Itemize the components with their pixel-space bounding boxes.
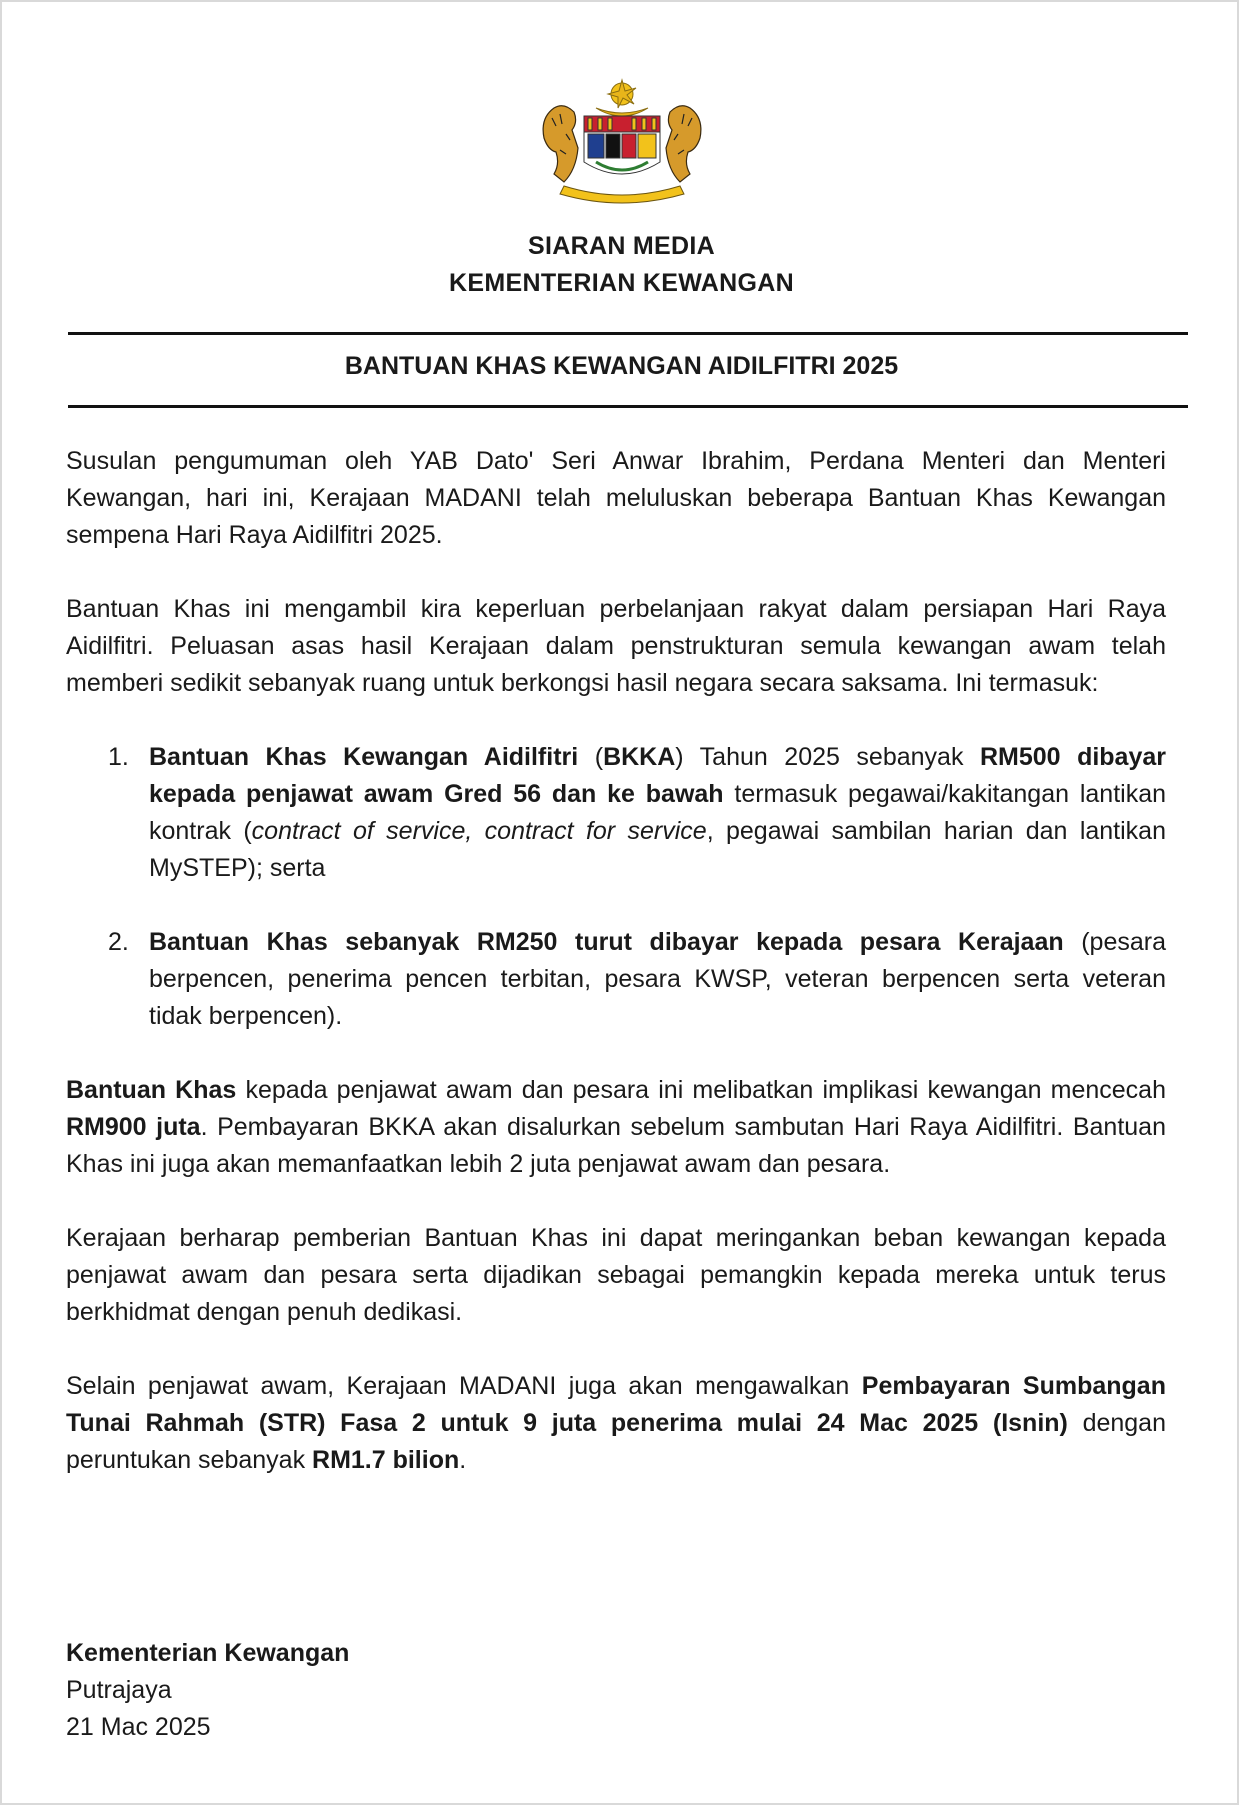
signature-block xyxy=(66,1635,349,1746)
bold-text: RM900 juta xyxy=(66,1113,201,1141)
bold-text: Pembayaran Sumbangan Tunai Rahmah (STR) Fasa 2 untuk 9 juta penerima mulai 24 Mac 2025 (Isnin) xyxy=(66,1372,1166,1437)
signature-date: 21 Mac 2025 xyxy=(66,1713,211,1741)
coat-of-arms-icon xyxy=(534,78,710,206)
top-divider xyxy=(68,332,1188,335)
list-number: 2. xyxy=(108,928,129,956)
right-tiger xyxy=(666,106,701,182)
text: dengan peruntukan sebanyak xyxy=(66,1409,1166,1474)
text: termasuk pegawai/kakitangan lantikan kontrak ( xyxy=(149,780,1166,845)
paragraph-intro: Susulan pengumuman oleh YAB Dato' Seri Anwar Ibrahim, Perdana Menteri dan Menteri Kewangan, hari ini, Kerajaan MADANI telah meluluskan beberapa Bantuan Khas Kewangan sempena Hari Raya Aidilfitri 2025. xyxy=(66,447,1166,549)
paragraph-hope: Kerajaan berharap pemberian Bantuan Khas ini dapat meringankan beban kewangan kepada penjawat awam dan pesara serta dijadikan sebagai pemangkin kepada mereka untuk terus berkhidmat dengan penuh dedikasi. xyxy=(66,1224,1166,1326)
bold-text: Bantuan Khas xyxy=(66,1076,237,1104)
header-siaran-media: SIARAN MEDIA xyxy=(528,232,715,260)
text: Selain penjawat awam, Kerajaan MADANI juga akan mengawalkan xyxy=(66,1372,862,1400)
text: (pesara berpencen, penerima pencen terbitan, pesara KWSP, veteran berpencen serta veteran tidak berpencen). xyxy=(149,928,1166,1030)
paragraph-str xyxy=(66,1368,1166,1479)
text: ) Tahun 2025 sebanyak xyxy=(675,743,980,771)
paragraph-implication xyxy=(66,1072,1166,1183)
crest-star xyxy=(608,80,636,108)
bold-text: RM1.7 bilion xyxy=(312,1446,460,1474)
crest-scroll xyxy=(560,186,684,203)
text: , pegawai sambilan harian dan lantikan MySTEP); serta xyxy=(149,817,1166,882)
header-ministry: KEMENTERIAN KEWANGAN xyxy=(449,269,794,297)
list-item xyxy=(66,739,1166,887)
text: ( xyxy=(578,743,604,771)
bold-text: RM500 dibayar kepada penjawat awam Gred 56 dan ke bawah xyxy=(149,743,1167,808)
text: kepada penjawat awam dan pesara ini melibatkan implikasi kewangan mencecah xyxy=(236,1076,1166,1104)
paragraph-context: Bantuan Khas ini mengambil kira keperluan perbelanjaan rakyat dalam persiapan Hari Raya Aidilfitri. Peluasan asas hasil Kerajaan dalam penstrukturan semula kewangan awam telah memberi sedikit sebanyak ruang untuk berkongsi hasil negara secara saksama. Ini termasuk: xyxy=(66,595,1166,697)
text: . xyxy=(459,1446,467,1474)
bottom-divider xyxy=(68,405,1188,408)
bold-text: BKKA xyxy=(603,743,676,771)
signature-place: Putrajaya xyxy=(66,1676,172,1704)
text: . Pembayaran BKKA akan disalurkan sebelum sambutan Hari Raya Aidilfitri. Bantuan Khas ini juga akan memanfaatkan lebih 2 juta penjawat awam dan pesara. xyxy=(66,1113,1166,1178)
list-item xyxy=(66,924,1166,1035)
left-tiger xyxy=(543,106,578,182)
bold-text: Bantuan Khas sebanyak RM250 turut dibayar kepada pesara Kerajaan xyxy=(149,928,1064,956)
signature-org: Kementerian Kewangan xyxy=(66,1639,350,1667)
document-body xyxy=(66,443,1166,1516)
crest-shield xyxy=(584,116,660,174)
crest-crescent xyxy=(596,108,648,116)
list-number: 1. xyxy=(108,743,129,771)
document-title: BANTUAN KHAS KEWANGAN AIDILFITRI 2025 xyxy=(344,352,899,380)
benefit-list xyxy=(66,739,1166,1035)
italic-text: contract of service, contract for service xyxy=(251,817,707,845)
bold-text: Bantuan Khas Kewangan Aidilfitri xyxy=(149,743,579,771)
